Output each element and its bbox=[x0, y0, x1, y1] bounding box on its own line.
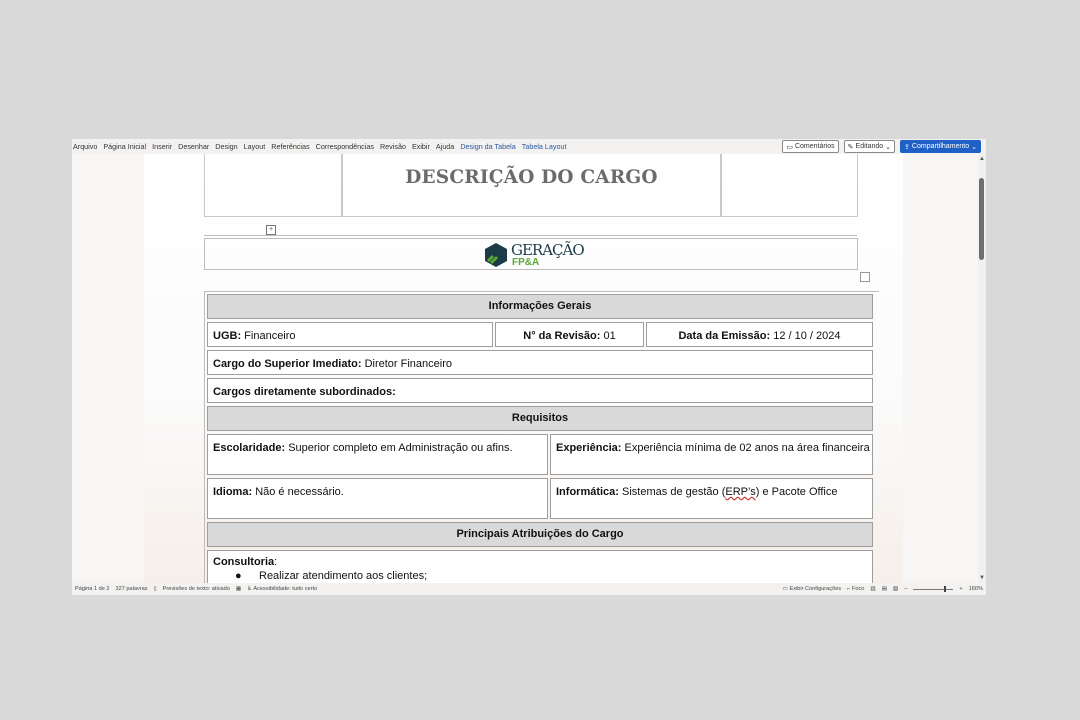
section-general-info: Informações Gerais bbox=[207, 294, 873, 319]
comments-label: Comentários bbox=[794, 143, 835, 150]
consultancy-colon: : bbox=[274, 556, 278, 568]
revision-label: N° da Revisão: bbox=[523, 330, 601, 342]
accessibility-label: Acessibilidade: tudo certo bbox=[253, 586, 318, 592]
issue-date-value: 12 / 10 / 2024 bbox=[773, 330, 841, 342]
language-value: Não é necessário. bbox=[255, 486, 344, 498]
display-settings-icon: ▭ bbox=[782, 586, 788, 592]
editing-mode-button[interactable] bbox=[844, 140, 895, 153]
print-layout-icon[interactable]: ▤ bbox=[881, 586, 887, 592]
language-cell[interactable] bbox=[207, 478, 548, 519]
tab-design[interactable]: Design bbox=[215, 142, 238, 151]
bullet-icon: ● bbox=[235, 570, 242, 582]
focus-label: Foco bbox=[851, 586, 865, 592]
tab-design-da-tabela[interactable]: Design da Tabela bbox=[460, 142, 516, 151]
web-layout-icon[interactable]: ▧ bbox=[892, 586, 899, 592]
header-cell-left[interactable] bbox=[204, 154, 342, 217]
issue-date-label: Data da Emissão: bbox=[678, 330, 771, 342]
duties-cell[interactable] bbox=[207, 550, 873, 583]
scrollbar-thumb[interactable] bbox=[979, 178, 984, 260]
header-cell-title[interactable] bbox=[342, 154, 721, 217]
logo-text-fpa: FP&A bbox=[512, 257, 540, 268]
duty-list-item bbox=[235, 569, 872, 583]
company-logo bbox=[484, 241, 584, 269]
tab-arquivo[interactable]: Arquivo bbox=[73, 142, 98, 151]
ugb-label: UGB: bbox=[213, 330, 242, 342]
focus-button[interactable] bbox=[847, 586, 864, 592]
chevron-down-icon: ⌄ bbox=[971, 143, 977, 151]
table-border bbox=[204, 235, 857, 236]
pencil-icon: ✎ bbox=[847, 143, 854, 151]
superior-cell[interactable] bbox=[207, 350, 873, 375]
schooling-label: Escolaridade: bbox=[213, 442, 286, 454]
it-skills-value-suffix: ) e Pacote Office bbox=[755, 486, 838, 498]
share-button[interactable] bbox=[900, 140, 981, 153]
scroll-down-icon[interactable]: ▼ bbox=[979, 575, 985, 581]
display-settings-button[interactable] bbox=[783, 586, 841, 592]
tab-tabela-layout[interactable]: Tabela Layout bbox=[521, 142, 567, 151]
ugb-cell[interactable] bbox=[207, 322, 493, 347]
consultancy-label: Consultoria bbox=[213, 556, 275, 568]
read-mode-icon[interactable]: ▥ bbox=[870, 586, 876, 592]
ugb-value: Financeiro bbox=[244, 330, 296, 342]
document-title: DESCRIÇÃO DO CARGO bbox=[405, 167, 658, 188]
it-skills-label: Informática: bbox=[556, 486, 619, 498]
tab-referencias[interactable]: Referências bbox=[271, 142, 310, 151]
document-page[interactable] bbox=[144, 154, 903, 583]
scroll-up-icon[interactable]: ▲ bbox=[979, 156, 985, 162]
ribbon-actions bbox=[782, 139, 981, 154]
tab-correspondencias[interactable]: Correspondências bbox=[315, 142, 374, 151]
experience-label: Experiência: bbox=[556, 442, 622, 454]
status-right bbox=[783, 583, 983, 595]
zoom-out-icon[interactable]: – bbox=[904, 586, 908, 592]
share-label: Compartilhamento bbox=[911, 143, 970, 150]
tab-layout[interactable]: Layout bbox=[243, 142, 266, 151]
macro-icon[interactable]: ▦ bbox=[235, 586, 242, 592]
tab-ajuda[interactable]: Ajuda bbox=[435, 142, 455, 151]
end-of-cell-mark bbox=[860, 272, 870, 282]
tab-inserir[interactable]: Inserir bbox=[152, 142, 173, 151]
language-label: Idioma: bbox=[213, 486, 253, 498]
logo-cell[interactable] bbox=[204, 238, 858, 270]
comment-icon: ▭ bbox=[786, 143, 793, 151]
zoom-in-icon[interactable]: + bbox=[959, 586, 963, 592]
accessibility-icon: ♿ bbox=[247, 586, 253, 592]
it-skills-cell[interactable] bbox=[550, 478, 873, 519]
document-canvas[interactable] bbox=[72, 154, 978, 583]
subordinates-label: Cargos diretamente subordinados: bbox=[213, 386, 396, 398]
issue-date-cell[interactable] bbox=[646, 322, 873, 347]
tab-pagina-inicial[interactable]: Página Inicial bbox=[103, 142, 147, 151]
consultancy-heading bbox=[213, 555, 872, 569]
text-predictions[interactable]: Previsões de texto: ativado bbox=[162, 586, 230, 592]
revision-cell[interactable] bbox=[495, 322, 644, 347]
tab-desenhar[interactable]: Desenhar bbox=[178, 142, 210, 151]
superior-value: Diretor Financeiro bbox=[364, 358, 452, 370]
table-move-handle-icon[interactable]: + bbox=[266, 225, 276, 235]
logo-hexagon-icon bbox=[484, 242, 508, 268]
vertical-scrollbar[interactable] bbox=[978, 154, 986, 583]
it-skills-value-erp: ERP’s bbox=[725, 486, 756, 498]
job-form-table bbox=[204, 291, 879, 583]
header-cell-right[interactable] bbox=[721, 154, 858, 217]
it-skills-value-prefix: Sistemas de gestão ( bbox=[622, 486, 726, 498]
editing-label: Editando bbox=[855, 143, 884, 150]
share-icon: ⇪ bbox=[904, 143, 910, 151]
proofing-icon[interactable]: ▯ bbox=[153, 586, 157, 592]
accessibility-status[interactable] bbox=[247, 586, 317, 592]
ribbon-tabs bbox=[72, 139, 986, 154]
schooling-cell[interactable] bbox=[207, 434, 548, 475]
tab-exibir[interactable]: Exibir bbox=[411, 142, 430, 151]
status-bar bbox=[72, 583, 986, 595]
zoom-slider[interactable] bbox=[913, 589, 953, 590]
experience-cell[interactable] bbox=[550, 434, 873, 475]
duty-text: Realizar atendimento aos clientes; bbox=[259, 570, 428, 582]
schooling-value: Superior completo em Administração ou afins. bbox=[288, 442, 513, 454]
display-settings-label: Exibir Configurações bbox=[789, 586, 842, 592]
page-count[interactable]: Página 1 de 2 bbox=[75, 586, 110, 592]
revision-value: 01 bbox=[603, 330, 616, 342]
tab-revisao[interactable]: Revisão bbox=[379, 142, 406, 151]
logo-text-geracao: GERAÇÃO bbox=[511, 241, 584, 259]
zoom-level[interactable]: 160% bbox=[968, 586, 983, 592]
chevron-down-icon: ⌄ bbox=[885, 143, 892, 151]
superior-label: Cargo do Superior Imediato: bbox=[213, 358, 362, 370]
focus-icon: ⌐ bbox=[847, 586, 851, 592]
section-main-duties: Principais Atribuições do Cargo bbox=[207, 522, 873, 547]
experience-value: Experiência mínima de 02 anos na área financeira bbox=[624, 442, 870, 454]
word-window bbox=[72, 139, 986, 595]
subordinates-cell[interactable] bbox=[207, 378, 873, 403]
word-count[interactable]: 327 palavras bbox=[115, 586, 148, 592]
comments-button[interactable] bbox=[782, 140, 838, 153]
zoom-slider-thumb[interactable] bbox=[944, 586, 946, 592]
section-requirements: Requisitos bbox=[207, 406, 873, 431]
